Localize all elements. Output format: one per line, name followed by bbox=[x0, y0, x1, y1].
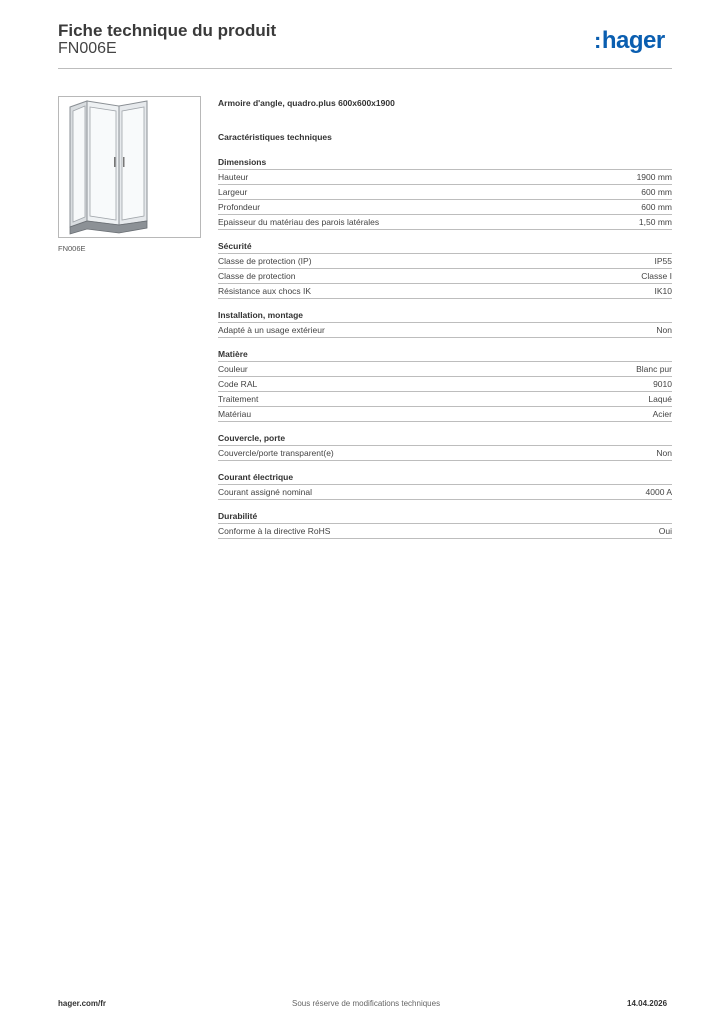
spec-section bbox=[218, 240, 672, 299]
section-title: Sécurité bbox=[218, 240, 672, 254]
spec-row bbox=[218, 407, 672, 422]
spec-section bbox=[218, 348, 672, 422]
spec-label: Matériau bbox=[218, 409, 252, 419]
spec-value: 1900 mm bbox=[636, 172, 672, 182]
logo-colon-mark: : bbox=[594, 28, 601, 53]
image-caption: FN006E bbox=[58, 244, 86, 253]
spec-row bbox=[218, 254, 672, 269]
spec-value: Non bbox=[656, 448, 672, 458]
spec-value: Blanc pur bbox=[636, 364, 672, 374]
spec-row bbox=[218, 170, 672, 185]
header-divider bbox=[58, 68, 672, 69]
spec-row bbox=[218, 485, 672, 500]
footer-date: 14.04.2026 bbox=[627, 999, 668, 1008]
spec-section bbox=[218, 510, 672, 539]
spec-label: Couvercle/porte transparent(e) bbox=[218, 448, 334, 458]
spec-row bbox=[218, 323, 672, 338]
spec-row bbox=[218, 185, 672, 200]
spec-row bbox=[218, 377, 672, 392]
spec-value: 1,50 mm bbox=[638, 217, 672, 227]
spec-row bbox=[218, 284, 672, 299]
section-title: Couvercle, porte bbox=[218, 432, 672, 446]
spec-label: Conforme à la directive RoHS bbox=[218, 526, 331, 536]
footer-website-link[interactable]: hager.com/fr bbox=[58, 999, 107, 1008]
spec-row bbox=[218, 524, 672, 539]
hager-logo bbox=[594, 27, 665, 55]
product-details bbox=[218, 96, 672, 539]
spec-label: Courant assigné nominal bbox=[218, 487, 313, 497]
spec-value: 600 mm bbox=[641, 202, 672, 212]
spec-label: Hauteur bbox=[218, 172, 249, 182]
spec-label: Classe de protection (IP) bbox=[218, 256, 312, 266]
spec-value: Laqué bbox=[648, 394, 672, 404]
logo-text: hager bbox=[601, 27, 665, 54]
spec-sections bbox=[218, 156, 672, 539]
spec-label: Traitement bbox=[218, 394, 259, 404]
spec-label: Couleur bbox=[218, 364, 248, 374]
spec-value: Classe I bbox=[641, 271, 672, 281]
spec-label: Profondeur bbox=[218, 202, 261, 212]
spec-label: Code RAL bbox=[218, 379, 258, 389]
spec-section bbox=[218, 471, 672, 500]
spec-row bbox=[218, 392, 672, 407]
section-title: Installation, montage bbox=[218, 309, 672, 323]
spec-value: IK10 bbox=[654, 286, 672, 296]
product-name: Armoire d'angle, quadro.plus 600x600x1900 bbox=[218, 98, 395, 108]
product-reference: FN006E bbox=[58, 40, 117, 57]
spec-value: IP55 bbox=[654, 256, 672, 266]
spec-value: Non bbox=[656, 325, 672, 335]
spec-row bbox=[218, 446, 672, 461]
spec-label: Classe de protection bbox=[218, 271, 296, 281]
spec-row bbox=[218, 269, 672, 284]
section-title: Durabilité bbox=[218, 510, 672, 524]
spec-label: Adapté à un usage extérieur bbox=[218, 325, 325, 335]
spec-row bbox=[218, 215, 672, 230]
spec-section bbox=[218, 432, 672, 461]
spec-row bbox=[218, 362, 672, 377]
footer-disclaimer: Sous réserve de modifications techniques bbox=[292, 999, 441, 1008]
tech-specs-title: Caractéristiques techniques bbox=[218, 132, 332, 142]
spec-label: Résistance aux chocs IK bbox=[218, 286, 312, 296]
page-title: Fiche technique du produit bbox=[58, 21, 277, 40]
product-image-frame bbox=[58, 96, 201, 238]
spec-value: 9010 bbox=[653, 379, 672, 389]
cabinet-image bbox=[59, 97, 200, 237]
spec-label: Largeur bbox=[218, 187, 248, 197]
spec-value: 4000 A bbox=[645, 487, 672, 497]
section-title: Courant électrique bbox=[218, 471, 672, 485]
spec-section bbox=[218, 309, 672, 338]
spec-value: 600 mm bbox=[641, 187, 672, 197]
section-title: Matière bbox=[218, 348, 672, 362]
spec-value: Oui bbox=[658, 526, 672, 536]
spec-section bbox=[218, 156, 672, 230]
spec-value: Acier bbox=[652, 409, 672, 419]
section-title: Dimensions bbox=[218, 156, 672, 170]
spec-row bbox=[218, 200, 672, 215]
spec-label: Epaisseur du matériau des parois latérales bbox=[218, 217, 380, 227]
